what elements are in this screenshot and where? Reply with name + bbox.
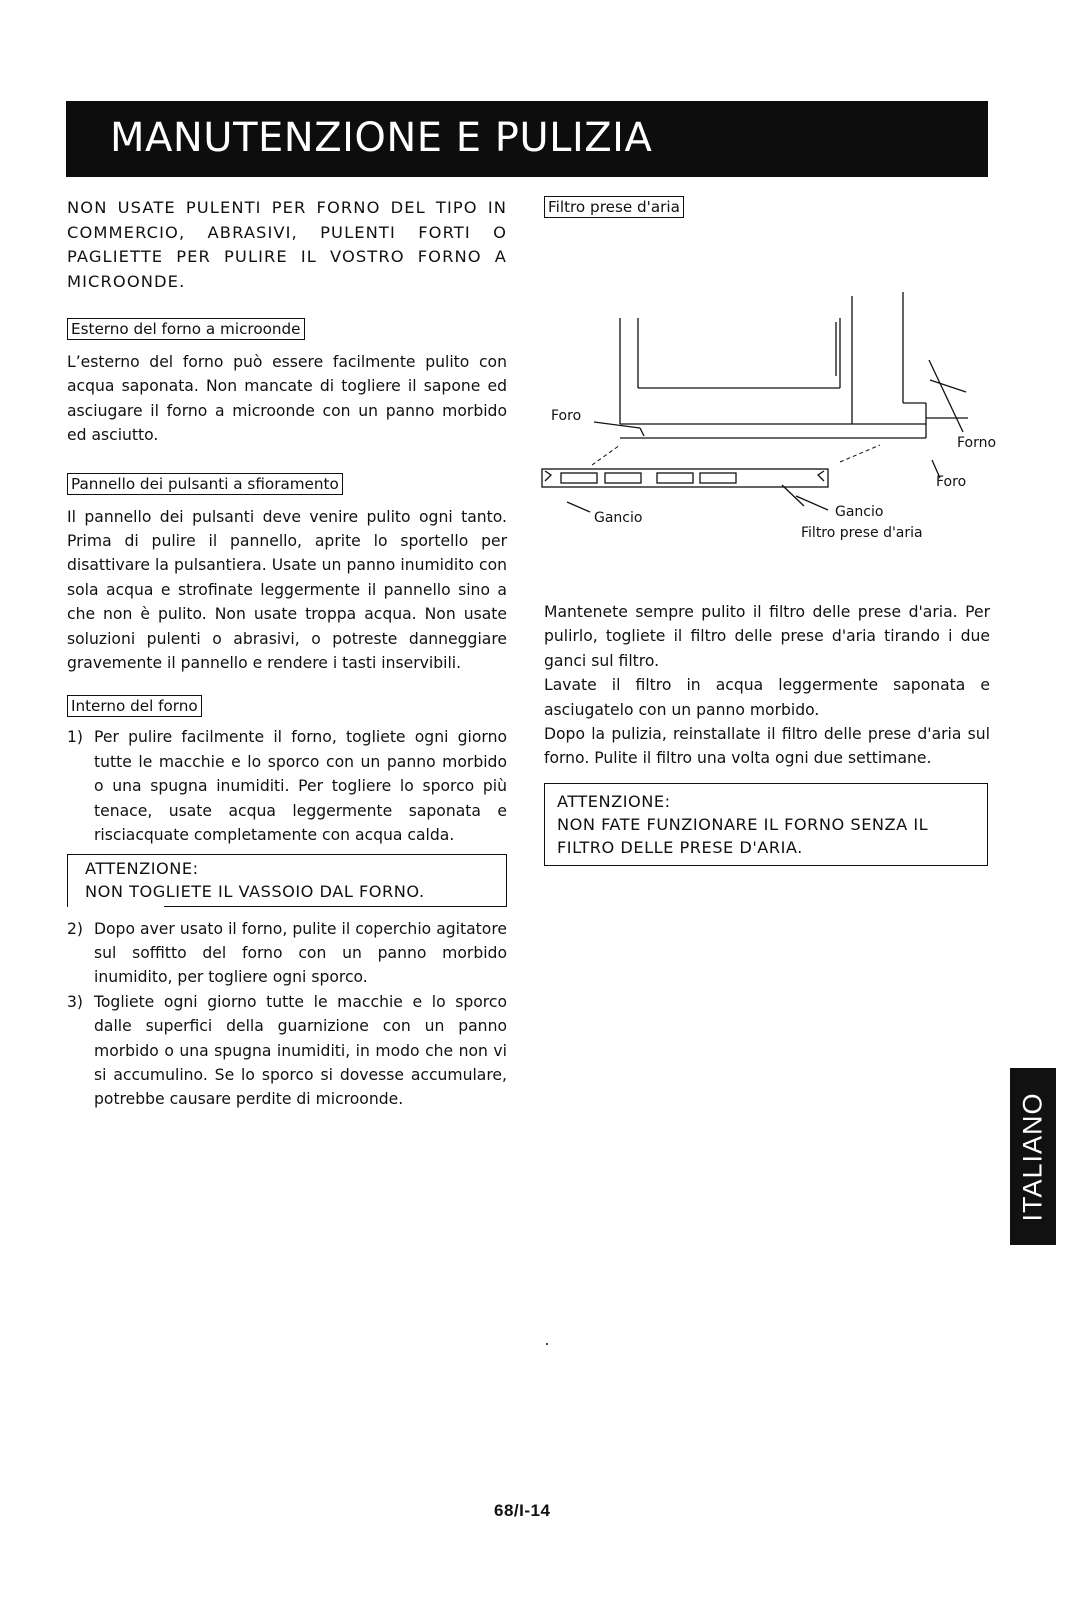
- section-heading-exterior: Esterno del forno a microonde: [67, 318, 305, 340]
- list-item-number: 1): [67, 728, 84, 747]
- intro-warning: NON USATE PULENTI PER FORNO DEL TIPO IN COMMERCIO, ABRASIVI, PULENTI FORTI O PAGLIETTE PER PULIRE IL VOSTRO FORNO A MICROONDE.: [67, 198, 507, 291]
- label-filtro: Filtro prese d'aria: [801, 525, 923, 541]
- section-heading-air-filter: Filtro prese d'aria: [544, 196, 684, 218]
- label-gancio-right: Gancio: [835, 504, 884, 520]
- warning-text: NON TOGLIETE IL VASSOIO DAL FORNO.: [85, 881, 425, 901]
- interior-list: [67, 725, 507, 847]
- label-gancio-left: Gancio: [594, 510, 643, 526]
- interior-list-continued: [67, 917, 507, 1112]
- warning-text: NON FATE FUNZIONARE IL FORNO SENZA IL FILTRO DELLE PRESE D'ARIA.: [557, 814, 929, 857]
- air-filter-diagram: [0, 0, 1077, 600]
- section-heading-interior: Interno del forno: [67, 695, 202, 717]
- touch-panel-body: Il pannello dei pulsanti deve venire pulito ogni tanto. Prima di pulire il pannello, aprite lo sportello per disattivare la pulsantiera. Usate un panno inumidito con sola acqua e strofinate leggermente il pannello sino a che non è pulito. Non usate troppa acqua. Non usate soluzioni pulenti o abrasivi, o potreste danneggiare gravemente il pannello e rendere i tasti inservibili.: [67, 507, 507, 673]
- label-foro-right: Foro: [936, 474, 967, 490]
- air-filter-para-1: Mantenete sempre pulito il filtro delle prese d'aria. Per pulirlo, togliete il filtro delle prese d'aria tirando i due ganci sul filtro.: [544, 603, 990, 670]
- interior-warning-box: [67, 854, 507, 907]
- list-item-number: 2): [67, 919, 84, 938]
- air-filter-warning-box: [544, 783, 988, 866]
- list-item: [67, 725, 507, 847]
- air-filter-text: [544, 600, 990, 866]
- list-item: [67, 917, 507, 990]
- label-forno: Forno: [957, 435, 997, 451]
- list-item-number: 3): [67, 992, 84, 1011]
- warning-title: ATTENZIONE:: [85, 858, 199, 878]
- page-number: 68/I-14: [494, 1501, 551, 1520]
- list-item-text: Per pulire facilmente il forno, togliete ogni giorno tutte le macchie e lo sporco con un panno morbido o una spugna inumiditi. Per togliere lo sporco più tenace, usate acqua leggermente saponata e risciacquate completamente con acqua calda.: [94, 728, 507, 845]
- air-filter-para-3: Dopo la pulizia, reinstallate il filtro delle prese d'aria sul forno. Pulite il filtro una volta ogni due settimane.: [544, 725, 990, 768]
- list-item-text: Togliete ogni giorno tutte le macchie e lo sporco dalle superfici della guarnizione con un panno morbido o una spugna inumiditi, in modo che non vi si accumulino. Se lo sporco si dovesse accumulare, potrebbe causare perdite di microonde.: [94, 992, 507, 1109]
- warning-title: ATTENZIONE:: [557, 791, 671, 811]
- exterior-body: L’esterno del forno può essere facilmente pulito con acqua saponata. Non mancate di togliere il sapone ed asciugare il forno a microonde con un panno morbido ed asciutto.: [67, 353, 507, 445]
- page-title: MANUTENZIONE E PULIZIA: [110, 115, 653, 161]
- list-item: [67, 990, 507, 1112]
- list-item-text: Dopo aver usato il forno, pulite il coperchio agitatore sul soffitto del forno con un panno morbido inumidito, per togliere ogni sporco.: [94, 919, 507, 987]
- air-filter-para-2: Lavate il filtro in acqua leggermente saponata e asciugatelo con un panno morbido.: [544, 676, 990, 719]
- language-tab-label: ITALIANO: [1017, 1091, 1048, 1222]
- label-foro-left: Foro: [551, 408, 582, 424]
- section-heading-touch-panel: Pannello dei pulsanti a sfioramento: [67, 473, 343, 495]
- scan-speck: [546, 1343, 548, 1345]
- language-tab: [1010, 1068, 1056, 1245]
